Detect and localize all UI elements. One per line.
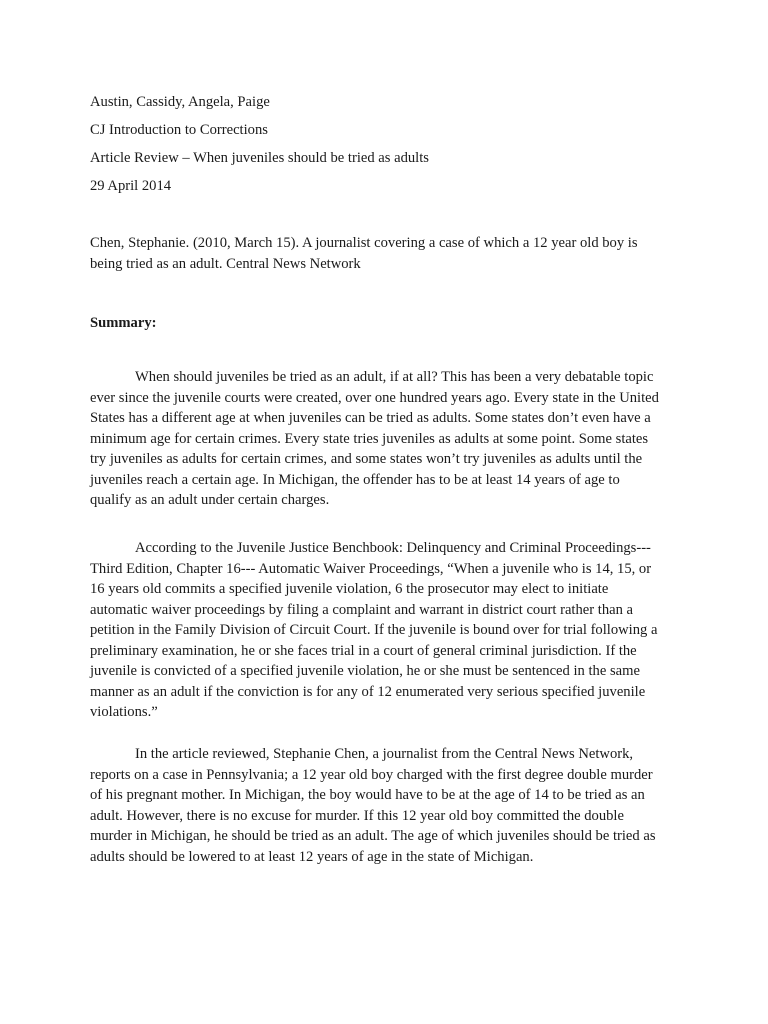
paragraph-line: juveniles reach a certain age. In Michigan, the offender has to be at least 14 years of age to	[90, 471, 620, 488]
paragraph-line: preliminary examination, he or she faces trial in a court of general criminal jurisdiction. If the	[90, 642, 637, 659]
paragraph-line: 16 years old commits a specified juvenile violation, 6 the prosecutor may elect to initiate	[90, 581, 609, 597]
paragraph-line: violations.”	[90, 704, 158, 720]
paragraph-line: of his pregnant mother. In Michigan, the boy would have to be at the age of 14 to be tried as an	[90, 787, 645, 803]
summary-paragraph-1	[90, 367, 690, 511]
document-date: 29 April 2014	[90, 178, 172, 194]
paragraph-line: According to the Juvenile Justice Benchbook: Delinquency and Criminal Proceedings---	[135, 540, 651, 556]
paragraph-line: adults should be lowered to at least 12 years of age in the state of Michigan.	[90, 848, 534, 865]
paragraph-line: manner as an adult if the conviction is for any of 12 enumerated very serious specified juvenile	[90, 683, 646, 700]
paragraph-line: qualify as an adult under certain charges.	[90, 492, 330, 508]
paragraph-line: try juveniles as adults for certain crimes, and some states won’t try juveniles as adults until the	[90, 451, 643, 467]
citation	[90, 233, 690, 274]
paragraph-line: Third Edition, Chapter 16--- Automatic Waiver Proceedings, “When a juvenile who is 14, 15, or	[90, 560, 652, 577]
paragraph-line: States has a different age at when juveniles can be tried as adults. Some states don’t even have a	[90, 410, 651, 426]
author-names: Austin, Cassidy, Angela, Paige	[90, 94, 270, 110]
paragraph-line: ever since the juvenile courts were created, over one hundred years ago. Every state in the United	[90, 389, 659, 406]
paragraph-line: When should juveniles be tried as an adult, if at all? This has been a very debatable topic	[135, 369, 654, 385]
paragraph-line: adult. However, there is no excuse for murder. If this 12 year old boy committed the double	[90, 807, 624, 824]
paragraph-line: automatic waiver proceedings by filing a complaint and warrant in district court rather than a	[90, 601, 634, 618]
paragraph-line: juvenile is convicted of a specified juvenile violation, he or she must be sentenced in the same	[90, 663, 640, 679]
citation-line: Chen, Stephanie. (2010, March 15). A journalist covering a case of which a 12 year old boy is	[90, 235, 638, 251]
summary-paragraph-3	[90, 744, 690, 867]
paragraph-line: murder in Michigan, he should be tried as an adult. The age of which juveniles should be tried as	[90, 828, 656, 844]
document-title: Article Review – When juveniles should be tried as adults	[90, 150, 429, 166]
paragraph-line: minimum age for certain crimes. Every state tries juveniles as adults at some point. Some states	[90, 430, 649, 447]
summary-heading: Summary:	[90, 315, 157, 331]
course-name: CJ Introduction to Corrections	[90, 122, 268, 138]
summary-paragraph-2	[90, 538, 690, 723]
paragraph-line: In the article reviewed, Stephanie Chen, a journalist from the Central News Network,	[135, 746, 634, 762]
paragraph-line: reports on a case in Pennsylvania; a 12 year old boy charged with the first degree double murder	[90, 766, 653, 783]
paragraph-line: petition in the Family Division of Circuit Court. If the juvenile is bound over for trial following a	[90, 622, 658, 638]
citation-line: being tried as an adult. Central News Network	[90, 255, 361, 272]
